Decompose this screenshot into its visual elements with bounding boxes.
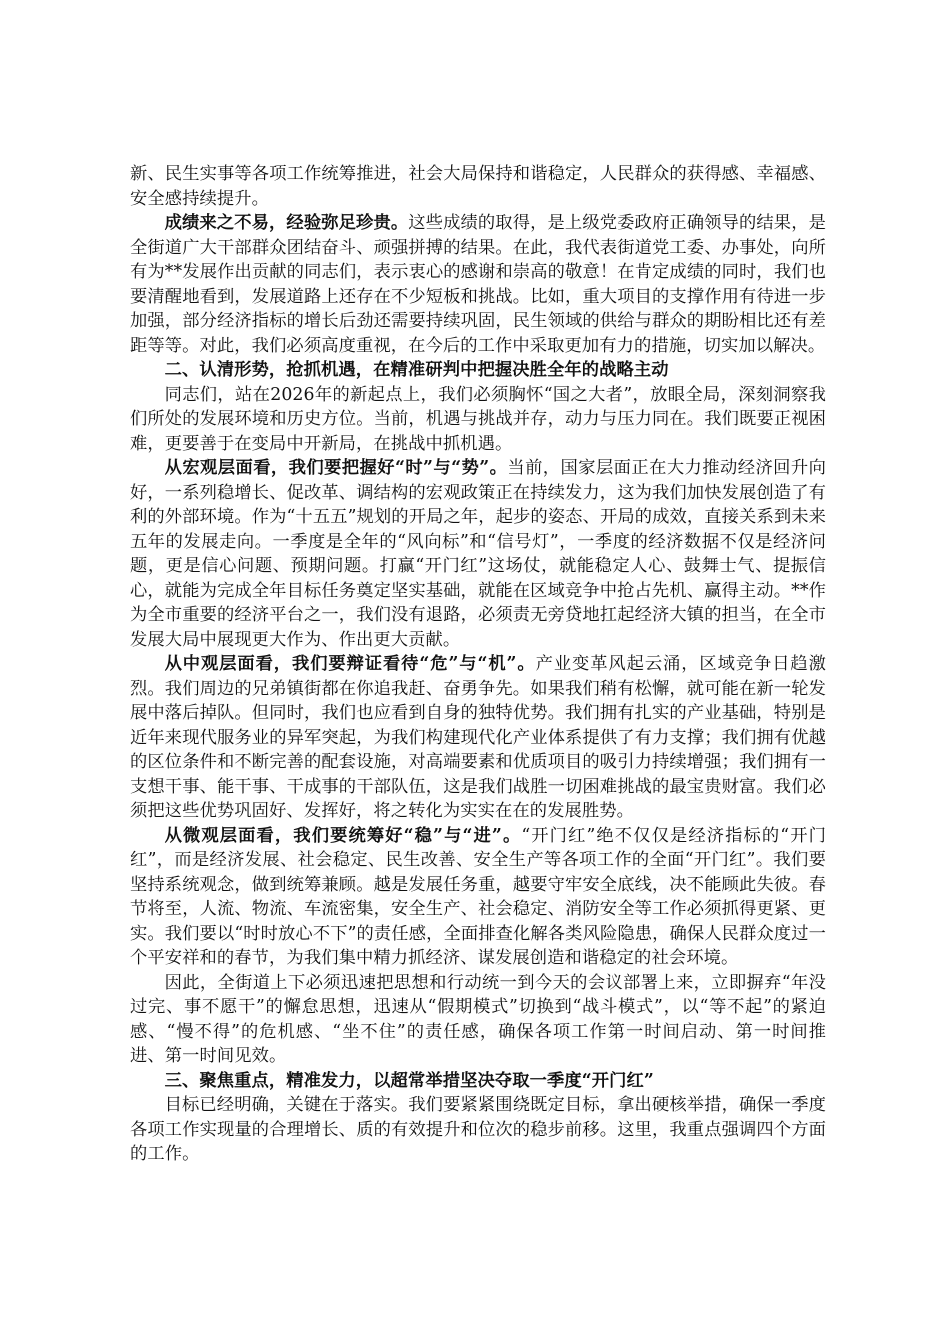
paragraph-text: 当前，国家层面正在大力推动经济回升向好，一系列稳增长、促改革、调结构的宏观政策正在持续发力，这为我们加快发展创造了有利的外部环境。作为“十五五”规划的开局之年，起步的姿态、开局的成效，直接关系到未来五年的发展走向。一季度是全年的“风向标”和“信号灯”，一季度的经济数据不仅是经济问题，更是信心问题、预期问题。打赢“开门红”这场仗，就能稳定人心、鼓舞士气、提振信心，就能为完成全年目标任务奠定坚实基础，就能在区域竞争中抢占先机、赢得主动。**作为全市重要的经济平台之一，我们没有退路，必须责无旁贷地扛起经济大镇的担当，在全市发展大局中展现更大作为、作出更大贡献。 (130, 458, 826, 650)
section-heading-2: 二、认清形势，抢抓机遇，在精准研判中把握决胜全年的战略主动 (164, 360, 669, 380)
document-page (130, 162, 826, 1167)
paragraph-lead: 从宏观层面看，我们要把握好“时”与“势”。 (164, 458, 508, 478)
paragraph-text: 产业变革风起云涌，区域竞争日趋激烈。我们周边的兄弟镇街都在你追我赶、奋勇争先。如果我们稍有松懈，就可能在新一轮发展中落后掉队。但同时，我们也应看到自身的独特优势。我们拥有扎实的产业基础，特别是近年来现代服务业的异军突起，为我们构建现代化产业体系提供了有力支撑；我们拥有优越的区位条件和不断完善的配套设施，对高端要素和优质项目的吸引力持续增强；我们拥有一支想干事、能干事、干成事的干部队伍，这是我们战胜一切困难挑战的最宝贵财富。我们必须把这些优势巩固好、发挥好，将之转化为实实在在的发展胜势。 (130, 654, 826, 821)
paragraph-4 (130, 456, 826, 652)
paragraph-text: 目标已经明确，关键在于落实。我们要紧紧围绕既定目标，拿出硬核举措，确保一季度各项工作实现量的合理增长、质的有效提升和位次的稳步前移。这里，我重点强调四个方面的工作。 (130, 1095, 826, 1164)
paragraph-1 (130, 162, 826, 211)
paragraph-8 (130, 1093, 826, 1167)
paragraph-text: 这些成绩的取得，是上级党委政府正确领导的结果，是全街道广大干部群众团结奋斗、顽强拼搏的结果。在此，我代表街道党工委、办事处，向所有为**发展作出贡献的同志们，表示衷心的感谢和崇高的敬意！在肯定成绩的同时，我们也要清醒地看到，发展道路上还存在不少短板和挑战。比如，重大项目的支撑作用有待进一步加强，部分经济指标的增长后劲还需要持续巩固，民生领域的供给与群众的期盼相比还有差距等等。对此，我们必须高度重视，在今后的工作中采取更加有力的措施，切实加以解决。 (130, 213, 826, 356)
section-heading-3: 三、聚焦重点，精准发力，以超常举措坚决夺取一季度“开门红” (164, 1070, 654, 1091)
paragraph-5 (130, 652, 826, 824)
paragraph-6 (130, 824, 826, 971)
paragraph-text: 因此，全街道上下必须迅速把思想和行动统一到今天的会议部署上来，立即摒弃“年没过完、事不愿干”的懈怠思想，迅速从“假期模式”切换到“战斗模式”，以“等不起”的紧迫感、“慢不得”的危机感、“坐不住”的责任感，确保各项工作第一时间启动、第一时间推进、第一时间见效。 (130, 972, 826, 1066)
paragraph-lead: 从中观层面看，我们要辩证看待“危”与“机”。 (164, 654, 536, 674)
paragraph-text: “开门红”绝不仅仅是经济指标的“开门红”，而是经济发展、社会稳定、民生改善、安全生产等各项工作的全面“开门红”。我们要坚持系统观念，做到统筹兼顾。越是发展任务重，越要守牢安全底线，决不能顾此失彼。春节将至，人流、物流、车流密集，安全生产、社会稳定、消防安全等工作必须抓得更紧、更实。我们要以“时时放心不下”的责任感，全面排查化解各类风险隐患，确保人民群众度过一个平安祥和的春节，为我们集中精力抓经济、谋发展创造和谐稳定的社会环境。 (130, 825, 826, 968)
paragraph-lead: 从微观层面看，我们要统筹好“稳”与“进”。 (164, 825, 522, 846)
paragraph-2 (130, 211, 826, 358)
paragraph-lead: 成绩来之不易，经验弥足珍贵。 (164, 213, 409, 233)
paragraph-7 (130, 971, 826, 1069)
paragraph-3 (130, 383, 826, 457)
paragraph-text: 新、民生实事等各项工作统筹推进，社会大局保持和谐稳定，人民群众的获得感、幸福感、安全感持续提升。 (130, 164, 826, 209)
paragraph-text: 同志们，站在2026年的新起点上，我们必须胸怀“国之大者”，放眼全局，深刻洞察我们所处的发展环境和历史方位。当前，机遇与挑战并存，动力与压力同在。我们既要正视困难，更要善于在变局中开新局，在挑战中抓机遇。 (130, 384, 826, 454)
